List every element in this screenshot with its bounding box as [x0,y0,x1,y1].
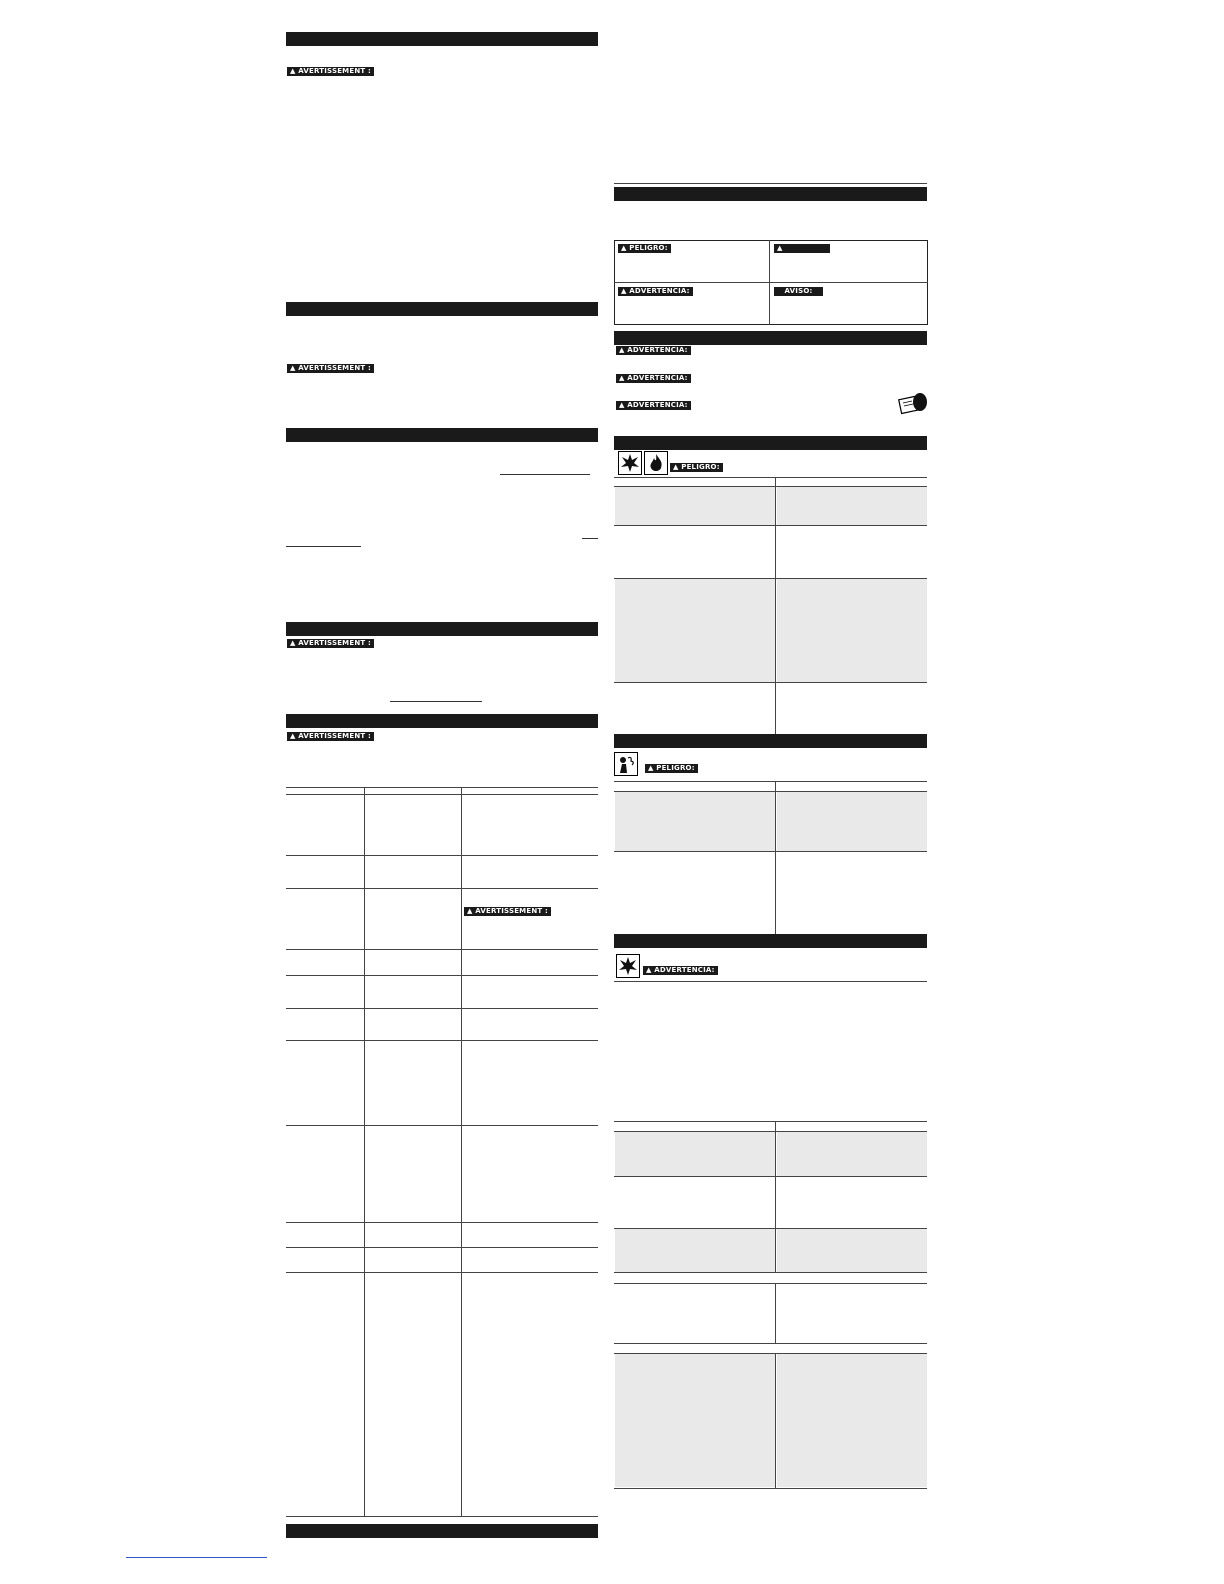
warning-label: ▲ ADVERTENCIA: [616,401,691,410]
warning-label-text: ADVERTENCIA: [654,966,715,974]
section-header-bar [286,302,598,316]
danger-label: ▲ PELIGRO: [618,244,671,253]
section-header-bar [286,32,598,46]
explosion-icon [616,954,640,978]
section-header-bar [614,187,927,201]
warning-label-text: AVERTISSEMENT : [298,732,371,740]
fire-icon [644,451,668,475]
warning-label-text: AVERTISSEMENT : [475,907,548,915]
section-header-bar [614,934,927,948]
section-header-bar [614,436,927,450]
underline-rule [286,546,361,547]
section-header-bar [286,622,598,636]
warning-label-text: AVERTISSEMENT : [298,364,371,372]
warning-label-text: AVERTISSEMENT : [298,639,371,647]
danger-label-text: PELIGRO: [681,463,720,471]
underline-rule [582,538,598,539]
column-rule [614,183,927,184]
notice-label [774,287,823,296]
warning-label-text: ADVERTENCIA: [627,346,688,354]
warning-label: ▲ AVERTISSEMENT : [464,907,551,916]
warning-label: ▲ AVERTISSEMENT : [287,364,374,373]
warning-label: ▲ AVERTISSEMENT : [287,732,374,741]
read-manual-icon [898,392,928,416]
danger-label-text: PELIGRO: [656,764,695,772]
warning-label: ▲ ADVERTENCIA: [618,287,693,296]
warning-label: ▲ ADVERTENCIA: [643,966,718,975]
section-header-bar [614,331,927,345]
warning-label-text: ADVERTENCIA: [627,401,688,409]
footer-link-rule[interactable] [126,1557,267,1558]
toxic-fumes-icon [614,752,638,776]
warning-label: ▲ AVERTISSEMENT : [287,639,374,648]
section-header-bar [286,1524,598,1538]
underline-rule [500,474,590,475]
danger-label: ▲ PELIGRO: [645,764,698,773]
danger-label: ▲ PELIGRO: [670,463,723,472]
warning-label: ▲ AVERTISSEMENT : [287,67,374,76]
explosion-icon [618,451,642,475]
underline-rule [390,701,482,702]
section-header-bar [286,714,598,728]
caution-label: ▲ [774,244,830,253]
warning-label: ▲ ADVERTENCIA: [616,374,691,383]
warning-label-text: AVERTISSEMENT : [298,67,371,75]
section-header-bar [286,428,598,442]
warning-label-text: ADVERTENCIA: [627,374,688,382]
notice-label-text: AVISO: [784,287,813,295]
danger-label-text: PELIGRO: [629,244,668,252]
warning-label-text: ADVERTENCIA: [629,287,690,295]
warning-label: ▲ ADVERTENCIA: [616,346,691,355]
section-header-bar [614,734,927,748]
